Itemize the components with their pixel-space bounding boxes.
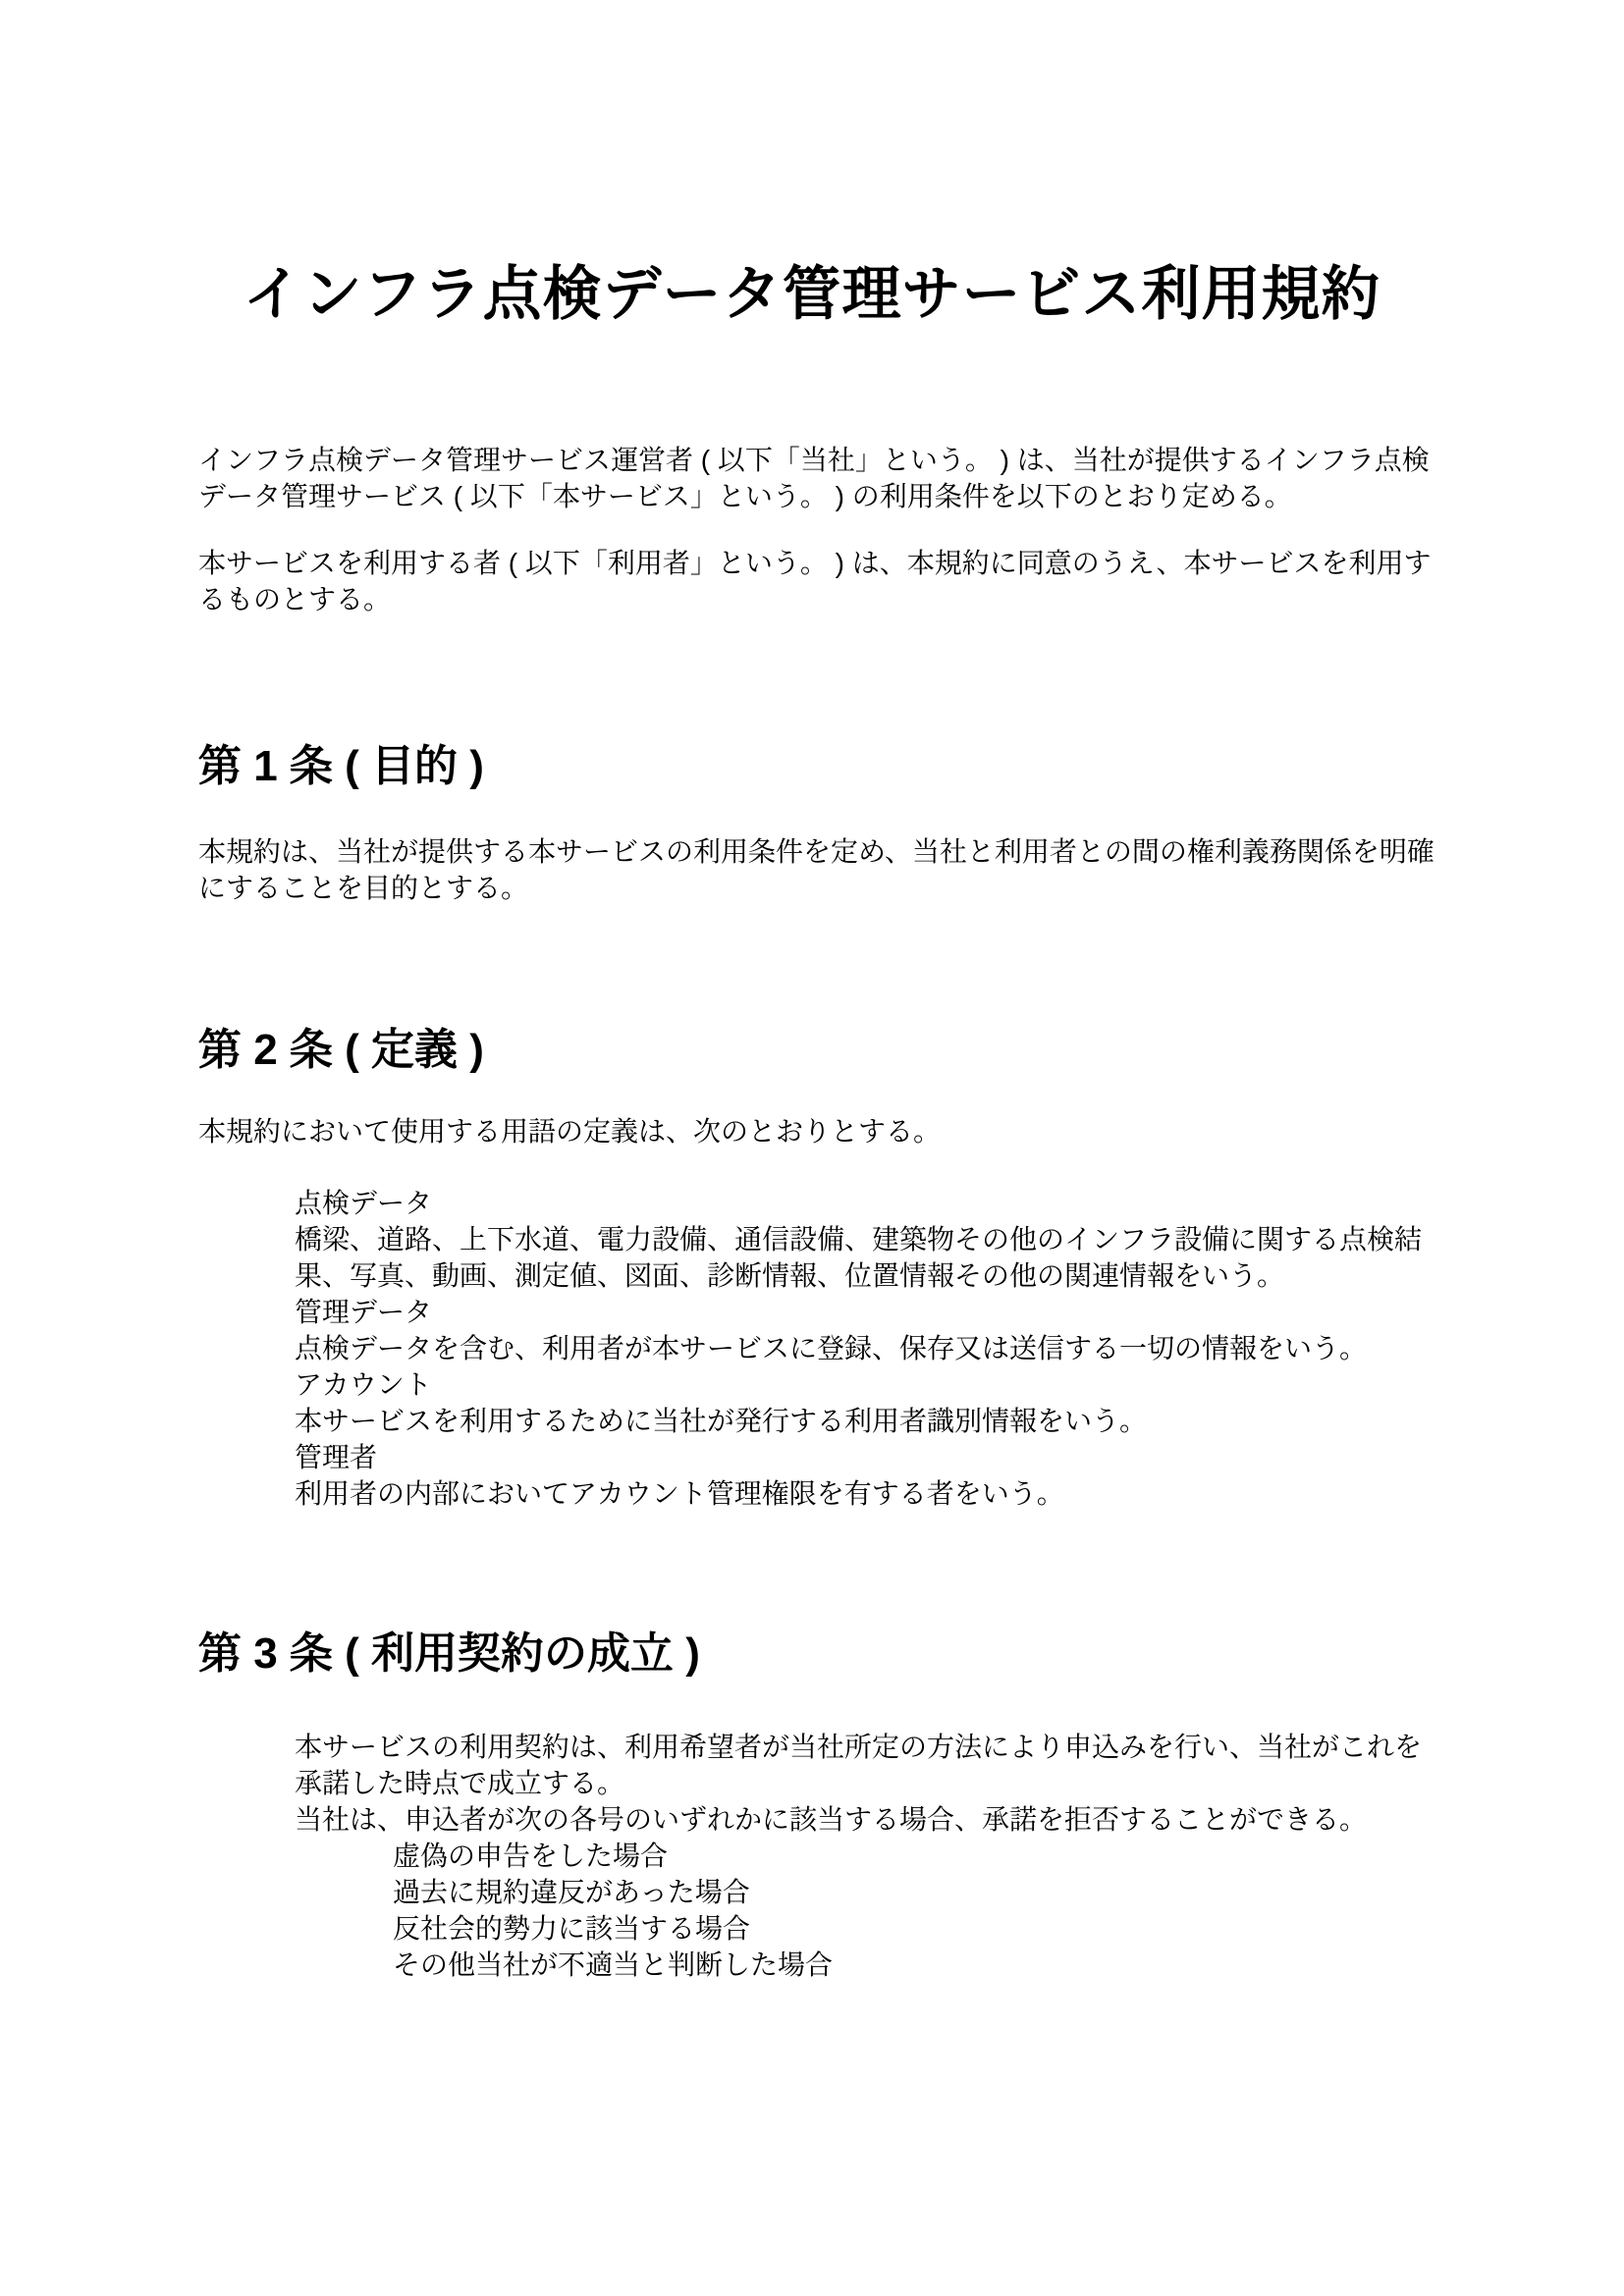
clause-list [295,1729,1438,1983]
clause-item [295,1801,1438,1983]
definition-item [295,1366,1438,1439]
article-2-heading: 第 2 条 ( 定義 ) [198,1026,484,1074]
refusal-case-item: 反社会的勢力に該当する場合 [393,1913,751,1944]
definition-term: 管理データ [295,1297,433,1327]
clause-text: 当社は、申込者が次の各号のいずれかに該当する場合、承諾を拒否することができる。 [295,1804,1368,1835]
article-2-lead: 本規約において使用する用語の定義は、次のとおりとする。 [198,1116,942,1147]
definition-term: 管理者 [295,1442,378,1472]
definition-description: 利用者の内部においてアカウント管理権限を有する者をいう。 [295,1478,1064,1509]
definition-description: 橋梁、道路、上下水道、電力設備、通信設備、建築物その他のインフラ設備に関する点検結果、写真、動画、測定値、図面、診断情報、位置情報その他の関連情報をいう。 [295,1224,1423,1291]
definition-item [295,1294,1438,1366]
article-3-section [0,1628,1624,1983]
article-1-section [0,740,1624,906]
article-1-heading: 第 1 条 ( 目的 ) [198,742,484,790]
refusal-case-list [393,1838,1438,1983]
refusal-case-item: その他当社が不適当と判断した場合 [393,1949,834,1980]
definition-term: 点検データ [295,1188,433,1218]
clause-text: 本サービスの利用契約は、利用希望者が当社所定の方法により申込みを行い、当社がこれを承諾した時点で成立する。 [295,1732,1423,1798]
intro-paragraph-1: インフラ点検データ管理サービス運営者 ( 以下「当社」という。 ) は、当社が提供するインフラ点検データ管理サービス ( 以下「本サービス」という。 ) の利用条件を以下のとおり定める。 [198,445,1430,511]
refusal-case-item: 過去に規約違反があった場合 [393,1877,750,1907]
definition-item [295,1439,1438,1512]
definition-description: 本サービスを利用するために当社が発行する利用者識別情報をいう。 [295,1406,1148,1436]
definition-description: 点検データを含む、利用者が本サービスに登録、保存又は送信する一切の情報をいう。 [295,1333,1368,1363]
article-3-heading: 第 3 条 ( 利用契約の成立 ) [198,1629,700,1678]
intro-paragraph-2: 本サービスを利用する者 ( 以下「利用者」という。 ) は、本規約に同意のうえ、本サービスを利用するものとする。 [198,548,1432,614]
article-1-body: 本規約は、当社が提供する本サービスの利用条件を定め、当社と利用者との間の権利義務関係を明確にすることを目的とする。 [198,836,1435,903]
definition-item [295,1185,1438,1294]
definition-term: アカウント [295,1369,432,1400]
article-2-section [0,1024,1624,1512]
clause-item [295,1729,1438,1801]
definition-list [295,1185,1438,1512]
refusal-case-item: 虚偽の申告をした場合 [393,1841,669,1871]
page-title: インフラ点検データ管理サービス利用規約 [243,261,1381,327]
